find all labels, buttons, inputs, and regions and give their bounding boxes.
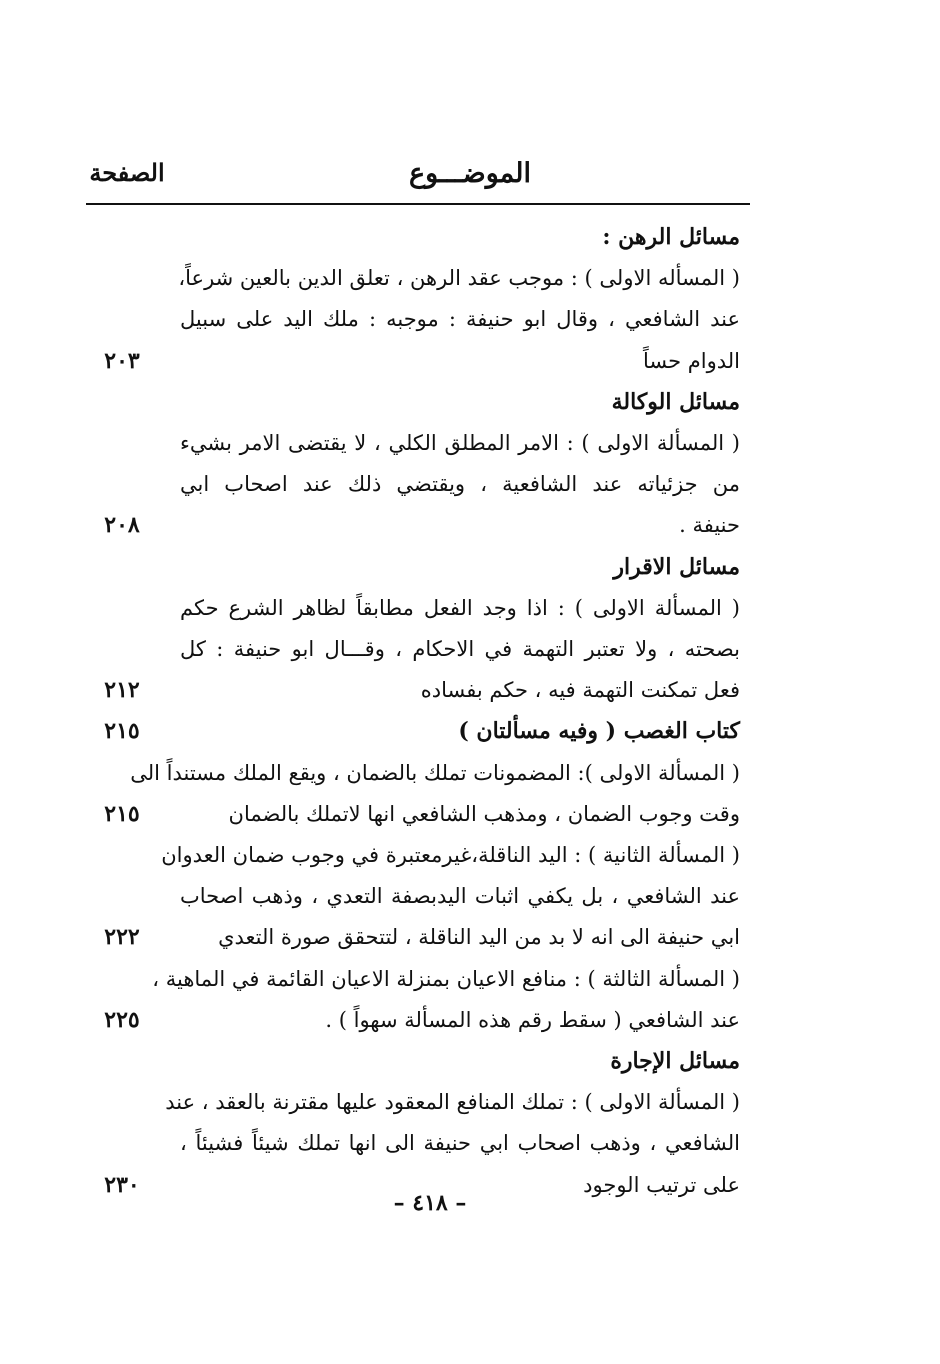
- section-heading: مسائل الوكالة: [611, 389, 740, 415]
- entry-text-line: ( المسألة الثالثة ) : منافع الاعيان بمنزلة الاعيان القائمة في الماهية ،: [152, 967, 740, 991]
- entry-page-number: ٢٢٢: [104, 924, 140, 950]
- entry-text-line: من جزئياته عند الشافعية ، ويقتضي ذلك عند اصحاب ابي: [180, 472, 740, 496]
- section-heading: كتاب الغصب ( وفيه مسألتان ): [458, 718, 740, 744]
- column-header-page: الصفحة: [89, 158, 165, 187]
- section-heading: مسائل الاقرار: [613, 554, 740, 580]
- entry-text-line: عند الشافعي ، بل يكفي اثبات اليدبصفة التعدي ، وذهب اصحاب: [180, 884, 740, 908]
- page-number: – ٤١٨ –: [393, 1190, 467, 1216]
- entry-page-number: ٢٠٣: [104, 348, 140, 374]
- entry-text-line: على ترتيب الوجود: [583, 1173, 740, 1197]
- entry-text-line: عند الشافعي ( سقط رقم هذه المسألة سهواً ) .: [325, 1008, 740, 1032]
- entry-text-line: ( المسألة الاولى ) : اذا وجد الفعل مطابقاً لظاهر الشرع حكم: [180, 596, 740, 620]
- entry-page-number: ٢٠٨: [104, 512, 140, 538]
- column-header-topic: الموضـــوع: [408, 158, 531, 189]
- entry-text-line: ( المسألة الثانية ) : اليد الناقلة،غيرمعتبرة في وجوب ضمان العدوان: [161, 843, 740, 867]
- section-heading: مسائل الإجارة: [610, 1048, 740, 1074]
- entry-page-number: ٢٢٥: [104, 1007, 140, 1033]
- entry-page-number: ٢١٥: [104, 801, 140, 827]
- entry-text-line: ابي حنيفة الى انه لا بد من اليد الناقلة ، لتتحقق صورة التعدي: [218, 925, 740, 949]
- entry-text-line: ( المسألة الاولى ) : تملك المنافع المعقود عليها مقترنة بالعقد ، عند: [165, 1090, 740, 1114]
- entry-text-line: ( المسألة الاولى ) : الامر المطلق الكلي ، لا يقتضى الامر بشيء: [180, 431, 740, 455]
- entry-text-line: وقت وجوب الضمان ، ومذهب الشافعي انها لاتملك بالضمان: [228, 802, 740, 826]
- entry-text-line: ( المسألة الاولى ): المضمونات تملك بالضمان ، ويقع الملك مستنداً الى: [130, 761, 740, 785]
- entry-text-line: عند الشافعي ، وقال ابو حنيفة : موجبه : ملك اليد على سبيل: [180, 307, 740, 331]
- entry-text-line: الدوام حساً: [642, 349, 740, 373]
- entry-text-line: فعل تمكنت التهمة فيه ، حكم بفساده: [420, 678, 740, 702]
- section-heading: مسائل الرهن :: [602, 224, 740, 250]
- entry-text-line: ( المسأله الاولى ) : موجب عقد الرهن ، تعلق الدين بالعين شرعاً،: [178, 266, 740, 290]
- entry-page-number: ٢١٥: [104, 718, 140, 744]
- entry-text-line: الشافعي ، وذهب اصحاب ابي حنيفة الى انها تملك شيئاً فشيئاً ،: [180, 1131, 740, 1155]
- entry-text-line: بصحته ، ولا تعتبر التهمة في الاحكام ، وقـــال ابو حنيفة : كل: [180, 637, 740, 661]
- header-rule: [86, 203, 750, 205]
- entry-text-line: حنيفة .: [679, 513, 740, 537]
- entry-page-number: ٢٣٠: [104, 1172, 140, 1198]
- entry-page-number: ٢١٢: [104, 677, 140, 703]
